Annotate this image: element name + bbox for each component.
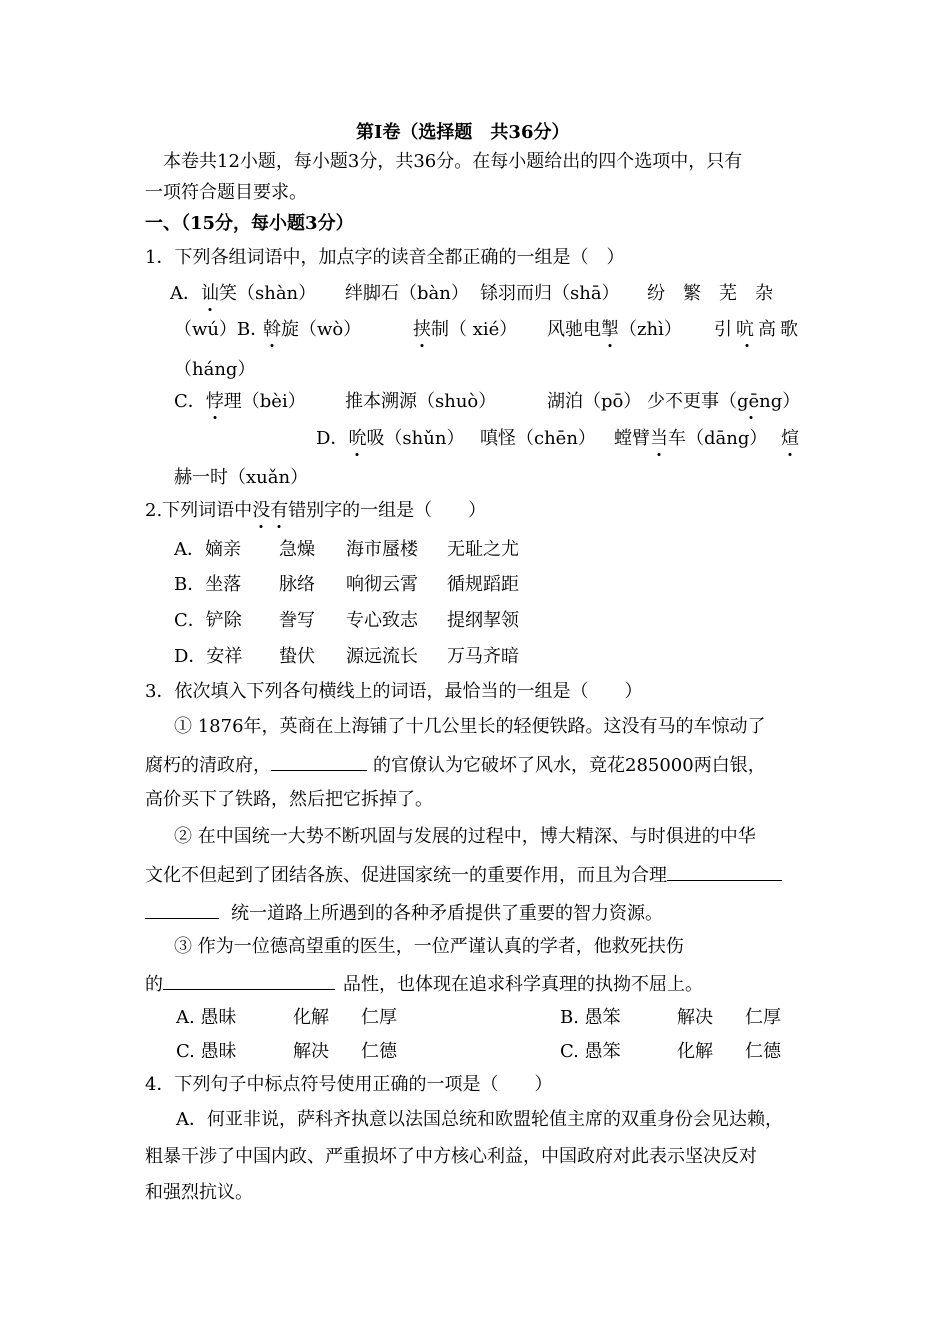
q3-option-c bbox=[176, 1040, 397, 1064]
q2-b-3: 响彻云霄 bbox=[346, 574, 418, 595]
q2-c-4: 提纲挈领 bbox=[447, 610, 519, 631]
q1-b2 bbox=[413, 318, 517, 342]
q3-s2-line3 bbox=[145, 900, 663, 926]
q2-stem bbox=[145, 499, 486, 523]
q3-option-a bbox=[176, 1006, 397, 1030]
q2-d-3: 源远流长 bbox=[346, 646, 418, 667]
q2-d-4: 万马齐暗 bbox=[447, 646, 519, 667]
q3-s3-pre: 的 bbox=[145, 974, 163, 995]
q1-c3: 湖泊（pō） bbox=[547, 391, 642, 412]
q2-option-a bbox=[174, 538, 519, 562]
q3-s1-line1: ① 1876年，英商在上海铺了十几公里长的轻便铁路。这没有马的车惊动了 bbox=[174, 716, 766, 737]
q1-c4-pre: 少不更 bbox=[647, 391, 701, 412]
q1-b4-dotted: 吭 bbox=[736, 319, 758, 340]
q3-s2-line2 bbox=[145, 862, 782, 888]
q3-s2-line1: ② 在中国统一大势不断巩固与发展的过程中，博大精深、与时俱进的中华 bbox=[174, 826, 756, 847]
q1-d3-dotted: 当 bbox=[650, 428, 668, 449]
q1-c4-dotted: 事（gēng） bbox=[701, 391, 801, 412]
q2-d-1: D．安祥 bbox=[174, 646, 243, 667]
q3-s3-post: 品性，也体现在追求科学真理的执拗不屈上。 bbox=[343, 974, 703, 995]
q3-blank-2a bbox=[667, 862, 782, 881]
q3-s3-line1: ③ 作为一位德高望重的医生，一位严谨认真的学者，他救死扶伤 bbox=[174, 936, 684, 957]
q1-d1-post: 吸（shǔn） bbox=[366, 428, 465, 449]
q1-b4-pre: 引 bbox=[714, 319, 736, 340]
q1-b2-post: 制（ xié） bbox=[431, 319, 518, 340]
q1-d4-dotted: 煊 bbox=[781, 428, 799, 449]
q1-option-c bbox=[174, 390, 306, 414]
q2-b-4: 循规蹈距 bbox=[447, 574, 519, 595]
q1-b3-dotted: 掣 bbox=[601, 319, 619, 340]
q1-c2: 推本溯源（shuò） bbox=[345, 391, 497, 412]
q2-d-2: 蛰伏 bbox=[279, 646, 315, 667]
q3-option-b bbox=[560, 1006, 781, 1030]
q2-b-2: 脉络 bbox=[279, 574, 315, 595]
q2-a-2: 急燥 bbox=[279, 539, 315, 560]
q1-a2-text: 绊脚石（ bbox=[345, 283, 417, 304]
q3-c-1: C. 愚昧 bbox=[176, 1041, 237, 1062]
q3-b-3: 仁厚 bbox=[745, 1007, 781, 1028]
q1-d3 bbox=[614, 427, 767, 451]
q1-b1 bbox=[263, 318, 361, 342]
q1-c4 bbox=[647, 390, 800, 414]
q4-a-line1: A．何亚非说，萨科齐执意以法国总统和欧盟轮值主席的双重身份会见达赖， bbox=[176, 1109, 783, 1130]
q1-a1-post: 笑（shàn） bbox=[219, 283, 317, 304]
q3-blank-2b bbox=[145, 900, 219, 919]
q1-option-a bbox=[170, 282, 316, 306]
q3-d-1: C. 愚笨 bbox=[560, 1041, 621, 1062]
q3-s1-post: 的官僚认为它破坏了风水，竟花285000两白银， bbox=[373, 755, 766, 776]
q1-a1-dotted: 讪 bbox=[201, 283, 219, 304]
q1-row3: （háng） bbox=[174, 359, 256, 380]
q1-d1-dotted: 吮 bbox=[348, 428, 367, 449]
q2-c-2: 誊写 bbox=[279, 610, 315, 631]
q1-row2-start: （wú）B． bbox=[174, 319, 269, 340]
q3-b-1: B. 愚笨 bbox=[560, 1007, 621, 1028]
q3-a-2: 化解 bbox=[293, 1007, 329, 1028]
q2-a-4: 无耻之尤 bbox=[447, 539, 519, 560]
q1-b1-post: 旋（wò） bbox=[281, 319, 362, 340]
q1-b3-pre: 风驰电 bbox=[547, 319, 601, 340]
q3-option-d bbox=[560, 1040, 781, 1064]
section-heading: 一、（15分，每小题3分） bbox=[145, 213, 354, 234]
q3-stem: 3．依次填入下列各句横线上的词语，最恰当的一组是（ ） bbox=[145, 681, 643, 702]
q1-d2: 嗔怪（chēn） bbox=[480, 428, 596, 449]
q3-d-3: 仁德 bbox=[745, 1041, 781, 1062]
q4-a-line2: 粗暴干涉了中国内政、严重损坏了中方核心利益，中国政府对此表示坚决反对 bbox=[145, 1146, 757, 1167]
q1-stem: 1．下列各组词语中，加点字的读音全都正确的一组是（ ） bbox=[145, 247, 625, 268]
q3-c-2: 解决 bbox=[293, 1041, 329, 1062]
q3-s2-post: 统一道路上所遇到的各种矛盾提供了重要的智力资源。 bbox=[231, 903, 663, 924]
q2-a-3: 海市蜃楼 bbox=[346, 539, 418, 560]
q3-blank-3 bbox=[163, 971, 335, 990]
q1-b2-dotted: 挟 bbox=[413, 319, 431, 340]
q3-s2-text: 文化不但起到了团结各族、促进国家统一的重要作用，而且为合理 bbox=[145, 865, 667, 886]
q3-d-2: 化解 bbox=[677, 1041, 713, 1062]
page-title: 第Ⅰ卷（选择题 共36分） bbox=[356, 122, 570, 143]
q1-d3-post: 车（dāng） bbox=[668, 428, 768, 449]
q1-a-label: A． bbox=[170, 283, 201, 304]
q2-option-d bbox=[174, 645, 519, 669]
q3-s1-line2 bbox=[145, 752, 766, 778]
q2-stem-pre: 2.下列词语中 bbox=[145, 500, 253, 521]
q3-s3-line2 bbox=[145, 971, 703, 997]
q2-c-3: 专心致志 bbox=[346, 610, 418, 631]
q1-option-d bbox=[316, 427, 464, 451]
q1-a2 bbox=[345, 282, 469, 306]
q3-s1-line3: 高价买下了铁路，然后把它拆掉了。 bbox=[145, 789, 433, 810]
q3-s1-pre: 腐朽的清政府， bbox=[145, 755, 271, 776]
q1-b1-dotted: 斡 bbox=[263, 319, 281, 340]
q1-b3-post: （zhì） bbox=[619, 319, 682, 340]
q1-d3-pre: 螳臂 bbox=[614, 428, 650, 449]
q4-stem: 4．下列句子中标点符号使用正确的一项是（ ） bbox=[145, 1074, 553, 1095]
intro-line-1: 本卷共12小题，每小题3分，共36分。在每小题给出的四个选项中，只有 bbox=[163, 151, 743, 172]
q2-a-1: A．嫡亲 bbox=[174, 539, 241, 560]
q1-row5: 赫一时（xuǎn） bbox=[174, 467, 309, 488]
q2-option-c bbox=[174, 609, 519, 633]
q3-c-3: 仁德 bbox=[361, 1041, 397, 1062]
q2-b-1: B．坐落 bbox=[174, 574, 242, 595]
intro-line-2: 一项符合题目要求。 bbox=[145, 182, 307, 203]
q2-option-b bbox=[174, 573, 519, 597]
q1-c1-post: 理（bèi） bbox=[223, 391, 306, 412]
q1-a4: 纷 繁 芜 杂 bbox=[647, 283, 773, 304]
q3-a-3: 仁厚 bbox=[361, 1007, 397, 1028]
q1-a2-reading: bàn） bbox=[417, 283, 469, 304]
q1-d-label: D． bbox=[316, 428, 349, 449]
q1-c1-dotted: 悖 bbox=[205, 391, 224, 412]
q2-c-1: C．铲除 bbox=[174, 610, 242, 631]
q3-a-1: A. 愚昧 bbox=[176, 1007, 237, 1028]
q1-c-label: C． bbox=[174, 391, 206, 412]
q2-stem-dot2: 有 bbox=[270, 500, 289, 521]
q2-stem-post: 错别字的一组是（ ） bbox=[288, 500, 487, 521]
q1-d4 bbox=[781, 427, 799, 451]
q1-b4 bbox=[714, 318, 802, 342]
q4-a-line3: 和强烈抗议。 bbox=[145, 1182, 253, 1203]
q3-blank-1 bbox=[271, 752, 367, 771]
q1-b3 bbox=[547, 318, 682, 342]
q1-a3: 铩羽而归（shā） bbox=[480, 283, 620, 304]
q3-b-2: 解决 bbox=[677, 1007, 713, 1028]
q1-b4-post: 高歌 bbox=[758, 319, 802, 340]
q2-stem-dot1: 没 bbox=[252, 500, 271, 521]
